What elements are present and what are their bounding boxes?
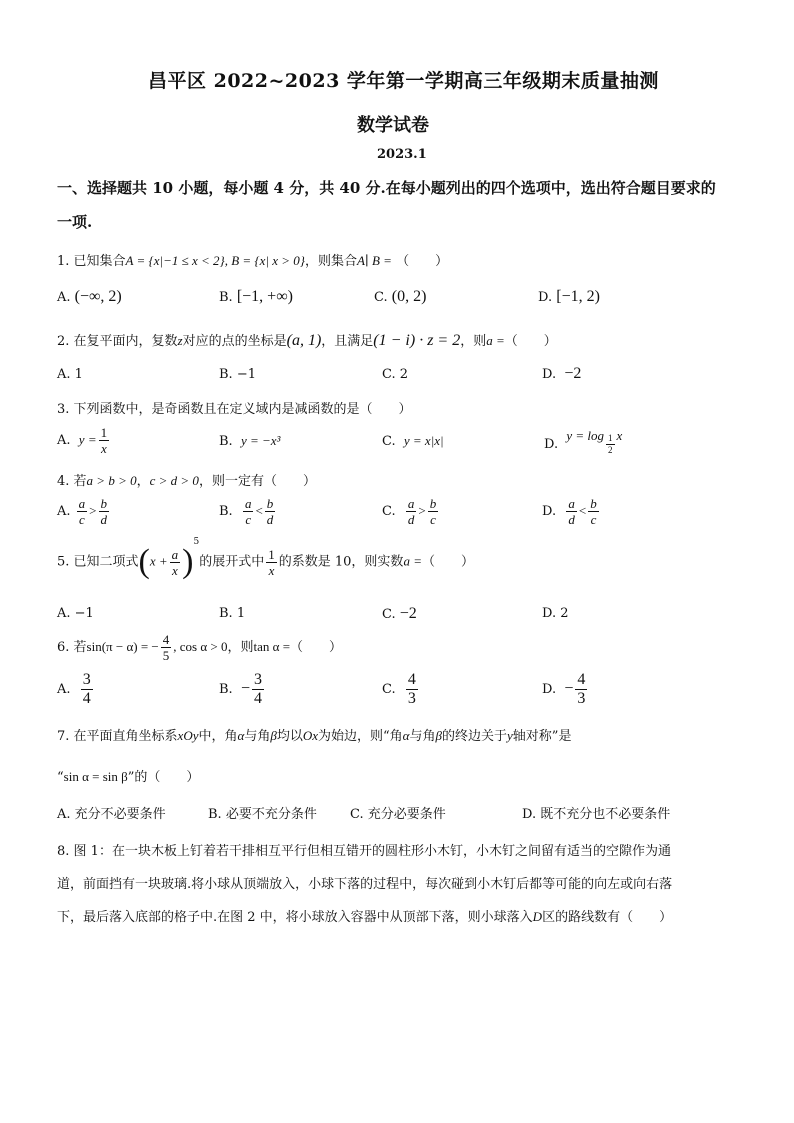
fraction bbox=[99, 497, 110, 526]
q4-option-a bbox=[57, 497, 111, 526]
q4-option-c bbox=[382, 497, 440, 526]
fraction bbox=[81, 672, 93, 707]
denominator: d bbox=[266, 512, 274, 527]
option-label: A. bbox=[57, 682, 71, 697]
q1-option-a bbox=[57, 288, 122, 306]
q2-option-b: B. −1 bbox=[219, 367, 256, 382]
denominator: 4 bbox=[253, 690, 262, 707]
option-value: y = x|x| bbox=[403, 433, 444, 448]
numerator: a bbox=[171, 546, 179, 562]
q2-text3: ，且满足 bbox=[321, 334, 374, 349]
q7-beta-2: β bbox=[435, 728, 442, 743]
q4-cond1: a > b > 0 bbox=[86, 473, 137, 488]
exam-date: 2023.1 bbox=[377, 147, 427, 162]
q6-expr1: sin(π − α) = − bbox=[86, 639, 159, 654]
option-label: C. bbox=[382, 607, 396, 622]
option-label: D. bbox=[542, 367, 557, 382]
option-label: B. bbox=[219, 290, 233, 305]
q6-expr3: tan α = bbox=[253, 639, 291, 654]
numerator: 4 bbox=[577, 671, 586, 688]
q5-option-c bbox=[382, 605, 417, 623]
q5-tail: （ ） bbox=[421, 554, 474, 570]
numerator: 4 bbox=[162, 632, 170, 647]
q8-d: D bbox=[532, 909, 543, 924]
fraction bbox=[266, 548, 277, 577]
fraction bbox=[588, 497, 599, 526]
q1-tail: （ ） bbox=[396, 254, 449, 269]
q6-option-b bbox=[219, 672, 266, 707]
q2-text4: ，则 bbox=[460, 334, 487, 349]
numerator: a bbox=[78, 496, 86, 511]
q7-text6: 与角 bbox=[409, 729, 436, 744]
numerator: 3 bbox=[82, 671, 91, 688]
q2-option-c: C. 2 bbox=[382, 367, 409, 382]
denominator: c bbox=[79, 512, 85, 527]
q7-text8: 轴对称”是 bbox=[512, 729, 572, 744]
log-base bbox=[606, 434, 615, 455]
option-value: −2 bbox=[399, 605, 417, 622]
q4-cond2: c > d > 0 bbox=[149, 473, 199, 488]
question-7-line1 bbox=[57, 725, 571, 744]
numerator: b bbox=[590, 496, 597, 511]
q8-text2: 区的路线数有（ ） bbox=[542, 910, 673, 925]
q5-text3: 的系数是 10，则实数 bbox=[278, 554, 404, 570]
denominator: 2 bbox=[608, 445, 613, 455]
question-8-line2: 道，前面挡有一块玻璃.将小球从顶端放入，小球下落的过程中，每次碰到小木钉后都等可能的向左或向右落 bbox=[57, 877, 673, 892]
q1-mid: ，则集合 bbox=[304, 254, 357, 269]
q7-alpha-2: α bbox=[402, 728, 410, 743]
denominator: d bbox=[100, 512, 108, 527]
question-7-line2 bbox=[57, 766, 199, 785]
q7-beta: β bbox=[270, 728, 277, 743]
page-subtitle: 数学试卷 bbox=[357, 115, 429, 136]
q1-text: 1. 已知集合 bbox=[57, 254, 126, 269]
fraction bbox=[575, 672, 587, 707]
relation: > bbox=[418, 503, 426, 518]
option-label: B. bbox=[219, 504, 233, 519]
q2-option-a: A. 1 bbox=[57, 367, 83, 382]
q2-option-d bbox=[542, 365, 581, 383]
q1-option-c bbox=[374, 288, 426, 306]
numerator: b bbox=[266, 496, 274, 511]
option-value: [−1, 2) bbox=[556, 288, 600, 305]
numerator: b bbox=[429, 496, 437, 511]
q7-y: y bbox=[507, 728, 513, 743]
section-heading-line1: 一、选择题共 10 小题，每小题 4 分，共 40 分.在每小题列出的四个选项中，选出符合题目要求的 bbox=[57, 179, 716, 197]
denominator: d bbox=[568, 512, 575, 527]
denominator: 4 bbox=[82, 690, 91, 707]
question-6 bbox=[57, 633, 342, 662]
q7-text3: 与角 bbox=[244, 729, 271, 744]
q1-sets: A = {x|−1 ≤ x < 2}, B = {x| x > 0} bbox=[125, 253, 305, 268]
q4-option-b bbox=[219, 497, 277, 526]
relation: < bbox=[578, 503, 587, 518]
q7-ox: Ox bbox=[302, 728, 319, 743]
option-label: A. bbox=[57, 433, 71, 448]
q5-option-b: B. 1 bbox=[219, 606, 246, 621]
fraction bbox=[243, 497, 254, 526]
fraction bbox=[252, 672, 264, 707]
denominator: 3 bbox=[407, 690, 416, 707]
sign: − bbox=[564, 680, 574, 697]
q2-z: z bbox=[177, 333, 183, 348]
q3-option-d bbox=[544, 426, 623, 455]
numerator: a bbox=[568, 496, 575, 511]
q7-alpha: α bbox=[237, 728, 245, 743]
q5-option-a: A. −1 bbox=[57, 606, 94, 621]
q7-option-a: A. 充分不必要条件 bbox=[57, 807, 166, 822]
q7-text2: 中，角 bbox=[198, 729, 238, 744]
q1-option-b bbox=[219, 288, 293, 306]
denominator: c bbox=[245, 512, 252, 527]
option-label: C. bbox=[374, 290, 388, 305]
fraction bbox=[406, 672, 418, 707]
q7-quote-close: ”的（ ） bbox=[127, 770, 200, 785]
denominator: x bbox=[268, 562, 275, 578]
q5-text: 5. 已知二项式 bbox=[57, 554, 139, 570]
section-heading-line2: 一项. bbox=[57, 213, 93, 231]
question-8-line3 bbox=[57, 903, 672, 931]
question-2 bbox=[57, 330, 557, 350]
fraction bbox=[566, 497, 577, 526]
fraction bbox=[428, 497, 439, 526]
option-x: x bbox=[616, 428, 623, 443]
q2-text: 2. 在复平面内，复数 bbox=[57, 334, 178, 349]
option-value: (0, 2) bbox=[391, 288, 427, 305]
option-label: B. bbox=[219, 434, 233, 449]
q6-text: 6. 若 bbox=[57, 640, 87, 655]
option-label: C. bbox=[382, 504, 396, 519]
exponent: 5 bbox=[193, 537, 200, 548]
q7-text: 7. 在平面直角坐标系 bbox=[57, 729, 178, 744]
q3-option-c bbox=[382, 433, 444, 449]
denominator: x bbox=[172, 562, 178, 578]
q7-text4: 均以 bbox=[276, 729, 303, 744]
q7-option-b: B. 必要不充分条件 bbox=[208, 807, 317, 822]
q7-expr: sin α = sin β bbox=[63, 769, 128, 784]
option-value: −2 bbox=[564, 365, 582, 382]
option-expr: y = log bbox=[566, 428, 605, 443]
q4-text3: ，则一定有（ ） bbox=[198, 474, 316, 489]
sign: − bbox=[240, 680, 250, 697]
q3-option-b bbox=[219, 433, 280, 449]
q7-text5: 为始边，则“角 bbox=[318, 729, 403, 744]
q4-text: 4. 若 bbox=[57, 474, 87, 489]
q2-coord: (a, 1) bbox=[286, 332, 322, 349]
option-label: A. bbox=[57, 290, 71, 305]
option-label: B. bbox=[219, 682, 233, 697]
q6-option-c bbox=[382, 672, 420, 707]
numerator: 1 bbox=[268, 546, 275, 562]
question-5 bbox=[57, 537, 474, 580]
option-value: [−1, +∞) bbox=[236, 288, 293, 305]
option-label: D. bbox=[544, 437, 559, 452]
q2-tail: （ ） bbox=[504, 334, 557, 349]
denominator: 3 bbox=[577, 690, 586, 707]
option-label: D. bbox=[542, 504, 557, 519]
fraction bbox=[406, 497, 417, 526]
option-value: y = −x³ bbox=[240, 433, 281, 448]
q8-text: 下，最后落入底部的格子中.在图 2 中，将小球放入容器中从顶部下落，则小球落入 bbox=[57, 910, 533, 925]
relation: < bbox=[255, 503, 263, 518]
option-label: D. bbox=[542, 682, 557, 697]
q7-option-c: C. 充分必要条件 bbox=[350, 807, 446, 822]
relation: > bbox=[89, 503, 97, 518]
option-label: D. bbox=[538, 290, 553, 305]
q6-option-a bbox=[57, 672, 95, 707]
q6-tail: （ ） bbox=[290, 640, 343, 655]
q4-option-d bbox=[542, 497, 601, 526]
q7-xoy: xOy bbox=[177, 728, 199, 743]
fraction bbox=[161, 633, 172, 662]
option-label: A. bbox=[57, 504, 71, 519]
question-8-line1: 8. 图 1：在一块木板上钉着若干排相互平行但相互错开的圆柱形小木钉，小木钉之间留有适当的空隙作为通 bbox=[57, 844, 671, 859]
option-value: (−∞, 2) bbox=[74, 288, 122, 305]
q2-cond: (1 − i) · z = 2 bbox=[373, 332, 461, 349]
q1-option-d bbox=[538, 288, 600, 306]
right-paren: ) bbox=[182, 543, 194, 580]
q5-option-d: D. 2 bbox=[542, 606, 569, 621]
option-expr: y = bbox=[78, 432, 97, 447]
q3-option-a bbox=[57, 426, 111, 455]
q5-text2: 的展开式中 bbox=[199, 554, 265, 570]
q7-text7: 的终边关于 bbox=[442, 729, 508, 744]
numerator: b bbox=[100, 496, 108, 511]
q5-x: x + bbox=[149, 553, 168, 569]
fraction bbox=[77, 497, 88, 526]
option-label: C. bbox=[382, 434, 396, 449]
numerator: 1 bbox=[100, 425, 108, 440]
fraction bbox=[99, 426, 110, 455]
question-4 bbox=[57, 470, 316, 489]
q6-option-d bbox=[542, 672, 589, 707]
question-1 bbox=[57, 250, 448, 269]
left-paren: ( bbox=[138, 543, 150, 580]
q2-text2: 对应的点的坐标是 bbox=[182, 334, 287, 349]
q2-a: a = bbox=[486, 333, 505, 348]
numerator: a bbox=[244, 496, 252, 511]
q6-expr2: , cos α > 0 bbox=[173, 639, 228, 654]
q6-text2: ，则 bbox=[227, 640, 254, 655]
q1-expr: A∣ B = bbox=[356, 253, 392, 268]
fraction bbox=[170, 548, 181, 577]
denominator: c bbox=[430, 512, 436, 527]
denominator: 5 bbox=[162, 648, 170, 663]
q5-a: a = bbox=[403, 553, 422, 569]
numerator: 1 bbox=[608, 433, 613, 443]
option-label: C. bbox=[382, 682, 396, 697]
numerator: a bbox=[407, 496, 415, 511]
q7-quote-open: “ bbox=[57, 770, 64, 785]
q7-option-d: D. 既不充分也不必要条件 bbox=[522, 807, 671, 822]
q4-text2: ， bbox=[136, 474, 150, 489]
fraction bbox=[265, 497, 276, 526]
page-title: 昌平区 2022~2023 学年第一学期高三年级期末质量抽测 bbox=[148, 70, 659, 92]
numerator: 3 bbox=[253, 671, 262, 688]
numerator: 4 bbox=[407, 671, 416, 688]
denominator: x bbox=[100, 441, 107, 456]
question-3: 3. 下列函数中，是奇函数且在定义域内是减函数的是（ ） bbox=[57, 402, 412, 417]
denominator: c bbox=[590, 512, 597, 527]
denominator: d bbox=[407, 512, 415, 527]
